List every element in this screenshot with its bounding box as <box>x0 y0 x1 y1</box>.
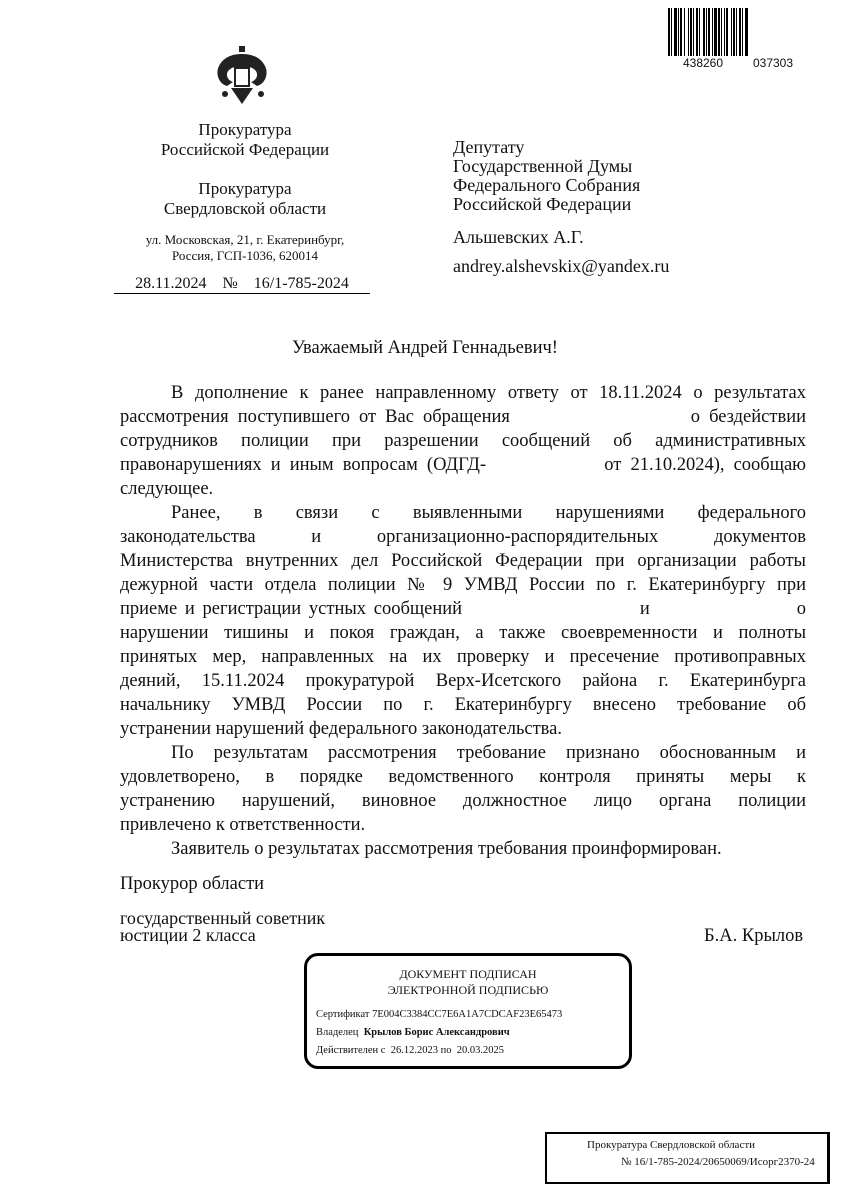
stamp-validity <box>316 1042 629 1060</box>
body-line: В дополнение к ранее направленному ответу от 18.11.2024 о результатах <box>171 383 806 403</box>
body-line: дежурной части отдела полиции № 9 УМВД России по г. Екатеринбургу при <box>120 575 806 595</box>
body-line: приеме и регистрации устных сообщений и о <box>120 599 806 619</box>
body-line: Заявитель о результатах рассмотрения требования проинформирован. <box>171 839 722 859</box>
body-line: нарушении тишины и покоя граждан, а также своевременности и полноты <box>120 623 806 643</box>
number-sign: № <box>222 275 238 292</box>
registration-box <box>545 1132 830 1184</box>
valid-from: 26.12.2023 <box>390 1045 438 1056</box>
salutation: Уважаемый Андрей Геннадьевич! <box>292 338 558 358</box>
address-line: ул. Московская, 21, г. Екатеринбург, <box>145 232 345 247</box>
recipient-name: Альшевских А.Г. <box>453 227 584 247</box>
signer-rank <box>120 910 325 944</box>
signer-rank-line: юстиции 2 класса <box>120 925 256 945</box>
body-line: устранении нарушений федерального законодательства. <box>120 719 563 739</box>
org-regional-line2: Свердловской области <box>163 199 327 218</box>
recipient-block <box>453 138 669 276</box>
owner-label: Владелец <box>316 1027 359 1038</box>
body-line: рассмотрения поступившего от Вас обращения о бездействии <box>120 407 806 427</box>
recipient-email[interactable]: andrey.alshevskix@yandex.ru <box>453 256 670 276</box>
sender-address <box>110 232 380 264</box>
signer-position: Прокурор области <box>120 874 265 894</box>
registration-number-sign: № <box>621 1156 632 1168</box>
org-federal: Прокуратура <box>198 120 292 139</box>
electronic-signature-stamp <box>304 953 632 1069</box>
recipient-title: Российской Федерации <box>453 194 632 214</box>
body-line: устранению нарушений, виновное должностное лицо органа полиции <box>120 791 806 811</box>
recipient-title: Государственной Думы <box>453 156 633 176</box>
letter-body <box>120 381 806 861</box>
barcode-bars <box>668 8 808 56</box>
address-line: Россия, ГСП-1036, 620014 <box>172 248 318 263</box>
stamp-title: ДОКУМЕНТ ПОДПИСАН <box>399 967 537 981</box>
signer-name: Б.А. Крылов <box>704 926 804 946</box>
valid-label: Действителен с <box>316 1045 386 1056</box>
org-regional: Прокуратура <box>198 179 292 198</box>
body-line: правонарушениях и иным вопросам (ОДГД- от 21.10.2024), сообщаю <box>120 455 806 475</box>
barcode-right-number: 037303 <box>752 56 794 70</box>
body-line: начальнику УМВД России по г. Екатеринбургу внесено требование об <box>120 695 806 715</box>
stamp-owner <box>316 1024 629 1042</box>
body-line: деяний, 15.11.2024 прокуратурой Верх-Исетского района г. Екатеринбурга <box>120 671 806 691</box>
body-line: сотрудников полиции при разрешении сообщений об административных <box>120 431 806 451</box>
coat-of-arms-emblem <box>213 44 271 108</box>
recipient-title: Федерального Собрания <box>453 175 641 195</box>
stamp-certificate <box>316 1006 629 1024</box>
outgoing-number <box>114 274 370 294</box>
barcode-left-number: 438260 <box>682 56 724 70</box>
owner-value: Крылов Борис Александрович <box>363 1027 510 1038</box>
cert-label: Сертификат <box>316 1009 370 1020</box>
body-line: следующее. <box>120 479 214 499</box>
barcode <box>668 8 808 73</box>
sender-block <box>110 120 380 264</box>
org-federal-line2: Российской Федерации <box>160 140 330 159</box>
cert-value: 7E004C3384CC7E6A1A7CDCAF23E65473 <box>372 1009 563 1020</box>
body-line: законодательства и организационно-распорядительных документов <box>120 527 806 547</box>
body-line: принятых мер, направленных на их проверку и пресечение противоправных <box>120 647 806 667</box>
signer-rank-line: государственный советник <box>120 908 326 928</box>
body-line: По результатам рассмотрения требование признано обоснованным и <box>171 743 806 763</box>
registration-org: Прокуратура Свердловской области <box>587 1139 756 1151</box>
letter-date: 28.11.2024 <box>135 275 207 292</box>
registration-number: 16/1-785-2024/20650069/Исорг2370-24 <box>634 1156 815 1168</box>
body-line: удовлетворено, в порядке ведомственного контроля приняты меры к <box>120 767 806 787</box>
body-line: Министерства внутренних дел Российской Федерации при организации работы <box>120 551 806 571</box>
body-line: привлечено к ответственности. <box>120 815 366 835</box>
stamp-title: ЭЛЕКТРОННОЙ ПОДПИСЬЮ <box>387 983 549 997</box>
body-line: Ранее, в связи с выявленными нарушениями федерального <box>171 503 806 523</box>
recipient-title: Депутату <box>453 137 525 157</box>
letter-number: 16/1-785-2024 <box>253 275 349 292</box>
barcode-bar <box>748 8 749 56</box>
valid-to-label: по <box>440 1045 452 1056</box>
valid-to: 20.03.2025 <box>456 1045 504 1056</box>
